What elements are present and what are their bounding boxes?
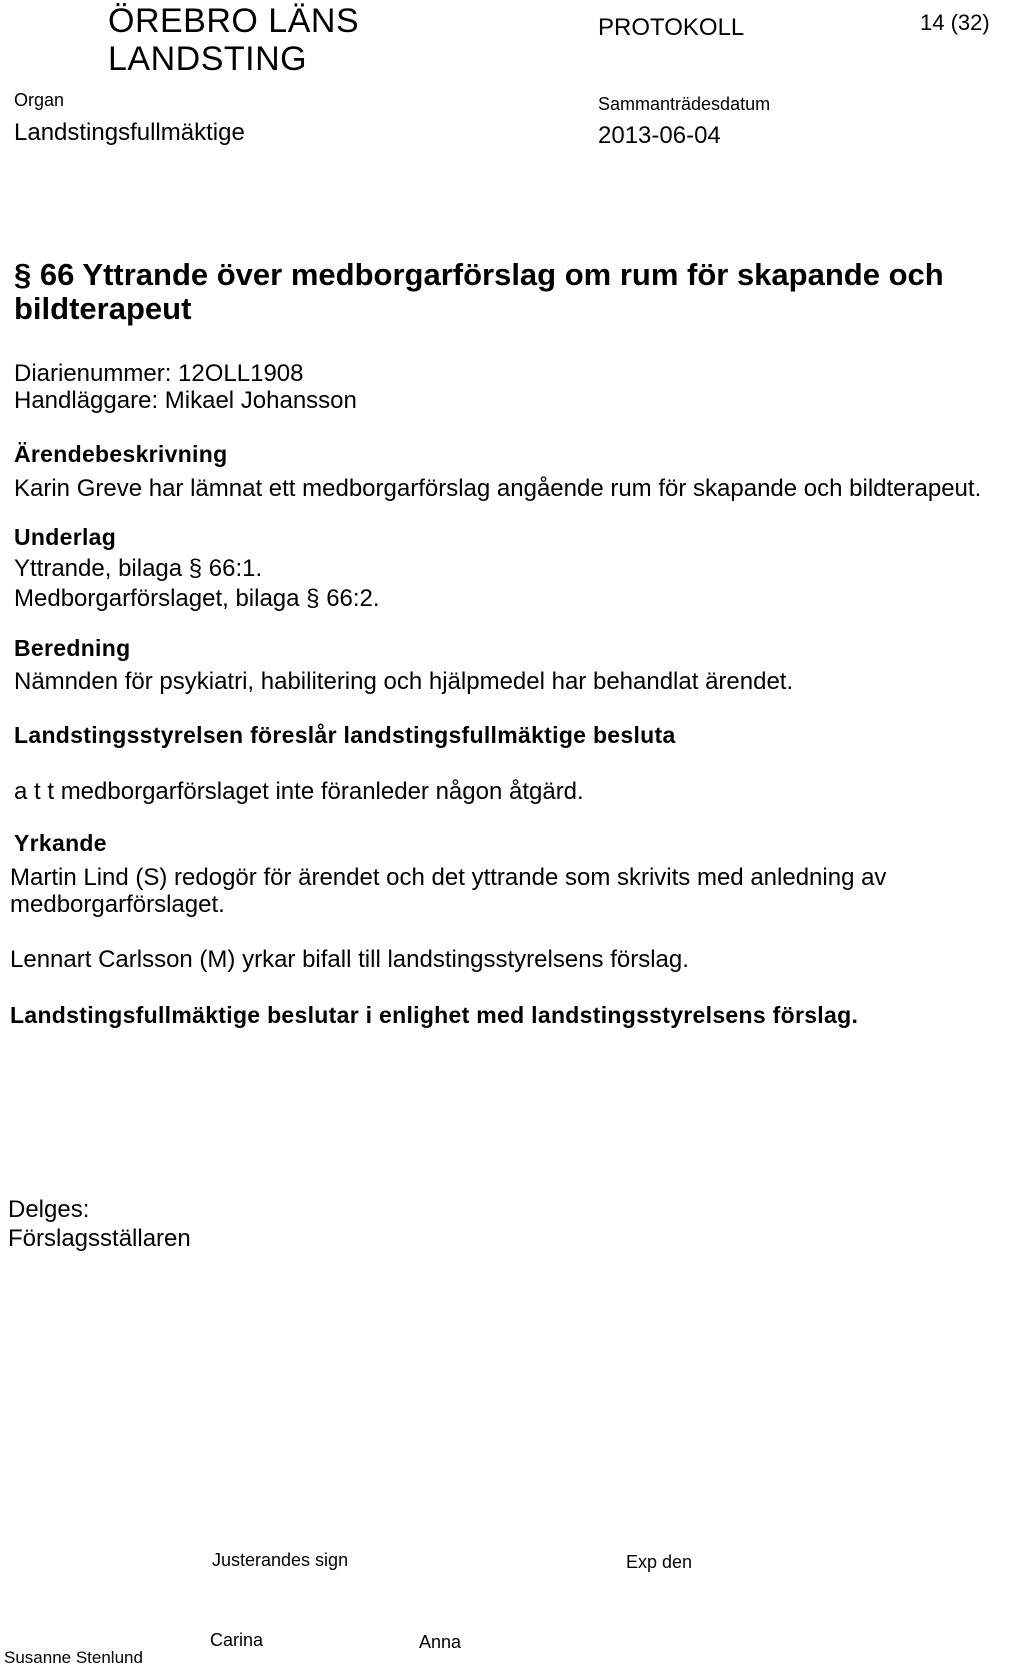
signer-2: Carina bbox=[210, 1630, 264, 1650]
item-title-line1: § 66 Yttrande över medborgarförslag om rum för skapande och bbox=[14, 257, 944, 292]
underlag-heading: Underlag bbox=[14, 524, 117, 550]
justerandes-sign-label: Justerandes sign bbox=[212, 1550, 349, 1570]
beredning-heading: Beredning bbox=[14, 635, 131, 661]
yrkande-text-line1: Martin Lind (S) redogör för ärendet och det yttrande som skrivits med anledning av bbox=[10, 864, 887, 891]
document-type: PROTOKOLL bbox=[598, 14, 745, 41]
beslut-text: Landstingsfullmäktige beslutar i enlighet med landstingsstyrelsens förslag. bbox=[10, 1002, 859, 1028]
delges-label: Delges: bbox=[8, 1196, 90, 1223]
yrkande-text-line2: medborgarförslaget. bbox=[10, 891, 225, 918]
organ-value: Landstingsfullmäktige bbox=[14, 119, 245, 146]
organ-label: Organ bbox=[14, 90, 65, 110]
diarienummer: Diarienummer: 12OLL1908 bbox=[14, 360, 304, 387]
delges-value: Förslagsställaren bbox=[8, 1225, 191, 1252]
handlaggare: Handläggare: Mikael Johansson bbox=[14, 387, 357, 414]
underlag-item-2: Medborgarförslaget, bilaga § 66:2. bbox=[14, 585, 380, 612]
exp-den-label: Exp den bbox=[626, 1552, 693, 1572]
yrkande-heading: Yrkande bbox=[14, 830, 107, 856]
underlag-item-1: Yttrande, bilaga § 66:1. bbox=[14, 555, 263, 582]
arendebeskrivning-heading: Ärendebeskrivning bbox=[14, 441, 228, 467]
page-number: 14 (32) bbox=[920, 10, 990, 35]
forslag-heading: Landstingsstyrelsen föreslår landstingsfullmäktige besluta bbox=[14, 722, 676, 748]
organization-name-line1: ÖREBRO LÄNS bbox=[108, 2, 360, 40]
date-label: Sammanträdesdatum bbox=[598, 94, 771, 114]
signer-3: Anna bbox=[419, 1632, 462, 1652]
arendebeskrivning-text: Karin Greve har lämnat ett medborgarförslag angående rum för skapande och bildterapeut. bbox=[14, 475, 982, 502]
item-title-line2: bildterapeut bbox=[14, 291, 192, 326]
organization-name-line2: LANDSTING bbox=[108, 40, 308, 78]
item-title bbox=[14, 258, 974, 326]
signer-1: Susanne Stenlund bbox=[4, 1648, 143, 1667]
yrkande-text-2: Lennart Carlsson (M) yrkar bifall till landstingsstyrelsens förslag. bbox=[10, 946, 689, 973]
beredning-text: Nämnden för psykiatri, habilitering och hjälpmedel har behandlat ärendet. bbox=[14, 668, 794, 695]
date-value: 2013-06-04 bbox=[598, 122, 721, 149]
forslag-text: a t t medborgarförslaget inte föranleder någon åtgärd. bbox=[14, 778, 584, 805]
